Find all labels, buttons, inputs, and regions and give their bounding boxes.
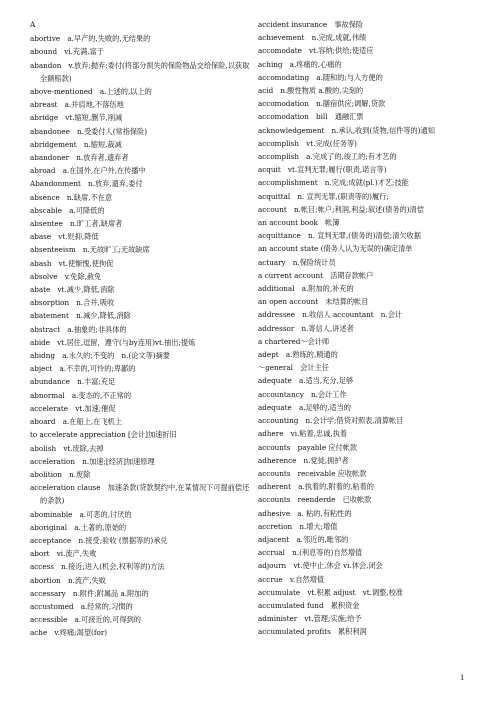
glossary-entry: actuary n.保险统计员 <box>258 257 336 267</box>
glossary-entry: absence n.缺席,不在意 <box>30 192 113 202</box>
glossary-entry: adjacent a.邻近的,毗邻的 <box>258 534 349 544</box>
glossary-entry: abortive a.早产的,失败的,无结果的 <box>30 34 151 44</box>
letter-heading: A <box>30 20 36 29</box>
glossary-entry: a current account 活期存款帐户 <box>258 270 374 280</box>
glossary-entry: accomplish vt.完成(任务等) <box>258 138 357 148</box>
glossary-entry: accustomed a.经常的,习惯的 <box>30 601 133 611</box>
glossary-entry: abundance n.丰富;充足 <box>30 377 116 387</box>
glossary-entry: adherence n.党徒,拥护者 <box>258 455 349 465</box>
glossary-entry: abidng a.永久的;不变的 n.(论文等)摘要 <box>30 351 170 361</box>
page-number: 1 <box>460 674 465 682</box>
glossary-entry: abreast a.并肩地,不落伍地 <box>30 100 124 110</box>
glossary-entry: accountancy n.会计工作 <box>258 389 347 399</box>
glossary-entry: access n.接近;进入(机会,权利等的)方法 <box>30 562 165 572</box>
glossary-entry: abolish vt.废除,去掉 <box>30 443 104 453</box>
glossary-entry: accumulate vt.积累 adjust vt.调整,校准 <box>258 587 403 597</box>
glossary-entry: accounting n.会计学;借贷对照表,清算帐目 <box>258 416 404 426</box>
glossary-entry: adjourn vt.使中止,休会 vi.休会,闭会 <box>258 561 383 571</box>
glossary-entry: accomodation bill 通融汇票 <box>258 112 364 122</box>
glossary-entry: adequate a.适当,充分,足够 <box>258 376 354 386</box>
glossary-entry: accident insurance 事故保险 <box>258 20 364 29</box>
glossary-entry: absentee n.旷工者,缺席者 <box>30 219 123 229</box>
glossary-entry: ～general 会计主任 <box>258 363 329 373</box>
glossary-entry: administer vt.管理;实施;给予 <box>258 614 362 624</box>
glossary-entry: abash vt.使惭愧,使拘促 <box>30 258 114 268</box>
glossary-entry: accomplishment n.完成;成就(pl.)才艺;技能 <box>258 178 409 188</box>
glossary-entry: accounts payable 应付帐款 <box>258 442 358 452</box>
glossary-entry: acquit vt.宣判无罪;履行(职责,诺言等) <box>258 165 387 175</box>
glossary-entry: abandoner n.放弃者,遗弃者 <box>30 153 129 163</box>
glossary-entry: accomplish a.完成了的,竣工的;有才艺的 <box>258 152 397 162</box>
glossary-entry: abate vt.减少,降低,消除 <box>30 285 115 295</box>
glossary-entry: a chartered～会计师 <box>258 336 330 346</box>
glossary-entry: accessible a.可接近的,可得到的 <box>30 615 141 625</box>
glossary-entry: accumulated fund 累积资金 <box>258 600 360 610</box>
glossary-entry: accomodate vt.容纳;供给;使适应 <box>258 46 374 56</box>
glossary-entry: accelerate vt.加速;催促 <box>30 403 116 413</box>
glossary-entry: abscable a.可降低的 <box>30 205 105 215</box>
glossary-entry: accretion n.增大;增值 <box>258 521 338 531</box>
glossary-entry: account n.帐目;帐户;利润,利益;叙述(债务的)清偿 <box>258 204 424 214</box>
glossary-entry: an open account 未结算的帐目 <box>258 297 369 307</box>
glossary-entry: accounts reenderde 已收帐款 <box>258 495 372 505</box>
glossary-entry: ache v.疼痛;渴望(for) <box>30 628 108 638</box>
glossary-entry: additional a.附加的,补充的 <box>258 284 354 294</box>
glossary-entry: accrue v.自然增值 <box>258 574 325 584</box>
glossary-entry: abject a.不幸的,可怜的;卑鄙的 <box>30 364 136 374</box>
glossary-entry: acid n.酸性物质 a.酸的,尖刻的 <box>258 86 364 96</box>
glossary-entry: absorption n.合并,吸收 <box>30 298 115 308</box>
glossary-entry: addressor n.寄信人,讲述者 <box>258 323 354 333</box>
glossary-entry: accrual n.(利息等的)自然增值 <box>258 548 363 558</box>
glossary-entry: acceleration n.加速;[经济]加速原理 <box>30 456 155 466</box>
glossary-entry: accounts receivable 应收帐款 <box>258 468 367 478</box>
glossary-entry: acknowledgement n.承认,收到(货物,信件等的)通知 <box>258 125 435 135</box>
glossary-entry: abortion n.流产,失败 <box>30 575 106 585</box>
glossary-entry: abridge vt.缩短,删节,削减 <box>30 113 123 123</box>
glossary-entry: abatement n.减少,降低,消除 <box>30 311 131 321</box>
glossary-entry: abominable a.可恶的,讨厌的 <box>30 509 132 519</box>
glossary-entry: abound vi.充满,富于 <box>30 47 104 57</box>
glossary-entry: abstract a.抽象的;非具体的 <box>30 324 127 334</box>
glossary-entry: acquittal n. 宣判无罪,(职责等的)履行; <box>258 191 389 201</box>
glossary-entry: abandon v.放弃;抛弃;委付(将部分损失的保险物品交给保险,以获取全额赔款) <box>30 60 250 83</box>
glossary-entry: abnormal a.变态的,不正常的 <box>30 390 132 400</box>
glossary-entry: accumulated profits 累积利润 <box>258 627 367 637</box>
glossary-entry: achievement n.完成,成就,伟绩 <box>258 33 367 43</box>
right-column <box>258 18 473 639</box>
glossary-entry: addressee n.收信人 accountant n.会计 <box>258 310 403 320</box>
glossary-entry: accessary n.附件;附属品 a.附加的 <box>30 588 149 598</box>
left-column <box>30 18 255 640</box>
glossary-entry: abolition n.废除 <box>30 469 91 479</box>
glossary-entry: above-mentioned a.上述的,以上的 <box>30 87 152 97</box>
glossary-entry: abort vi.流产,失败 <box>30 549 97 559</box>
glossary-entry: adhesive a. 粘的,有粘性的 <box>258 508 352 518</box>
glossary-entry: Abandonment n.放弃,遗弃,委付 <box>30 179 143 189</box>
glossary-entry: acceptance n.接受;验收 (票据等的)承兑 <box>30 535 168 545</box>
glossary-entry: abroad a.在国外,在户外,在传播中 <box>30 166 146 176</box>
glossary-entry: adequate a.足够的,适当的 <box>258 402 351 412</box>
glossary-entry: adhere vi.粘着,忠诚,执着 <box>258 429 347 439</box>
glossary-entry: accomodating a.随和的;与人方便的 <box>258 72 383 82</box>
glossary-entry: aboriginal a.土著的,原始的 <box>30 522 127 532</box>
glossary-entry: accomodation n.膳宿供应;调解,贷款 <box>258 99 386 109</box>
glossary-entry: abase vt.贬抑,降低 <box>30 232 99 242</box>
glossary-entry: absolve v.免除,赦免 <box>30 271 102 281</box>
glossary-entry: aching a.疼痛的,心痛的 <box>258 59 342 69</box>
glossary-entry: absenteeism n.无故旷工;无故缺席 <box>30 245 150 255</box>
glossary-entry: abridgement n.缩短,裁减 <box>30 139 122 149</box>
glossary-entry: adept a.熟练的,精通的 <box>258 350 338 360</box>
glossary-entry: acquittance n. 宣判无罪,(债务的)清偿;清欠收据 <box>258 231 421 241</box>
glossary-entry: acceleration clause 加速条款(贷款契约中,在某情况下可提前偿还的条款) <box>30 483 250 506</box>
glossary-entry: abandonee n.受委付人(常指保险) <box>30 126 148 136</box>
glossary-entry: abide vt.居住,逗留，遵守(与by连用)vt.抽出;提炼 <box>30 337 196 347</box>
glossary-entry: to accelerate appreciation [会计]加速折旧 <box>30 430 177 440</box>
glossary-entry: aboard a.在船上,在飞机上 <box>30 417 122 427</box>
glossary-entry: adherent a.执着的,附着的,粘着的 <box>258 482 374 492</box>
glossary-entry: an account state (债务人认为无误的)确定清单 <box>258 244 413 254</box>
glossary-entry: an account book 帐簿 <box>258 218 340 228</box>
